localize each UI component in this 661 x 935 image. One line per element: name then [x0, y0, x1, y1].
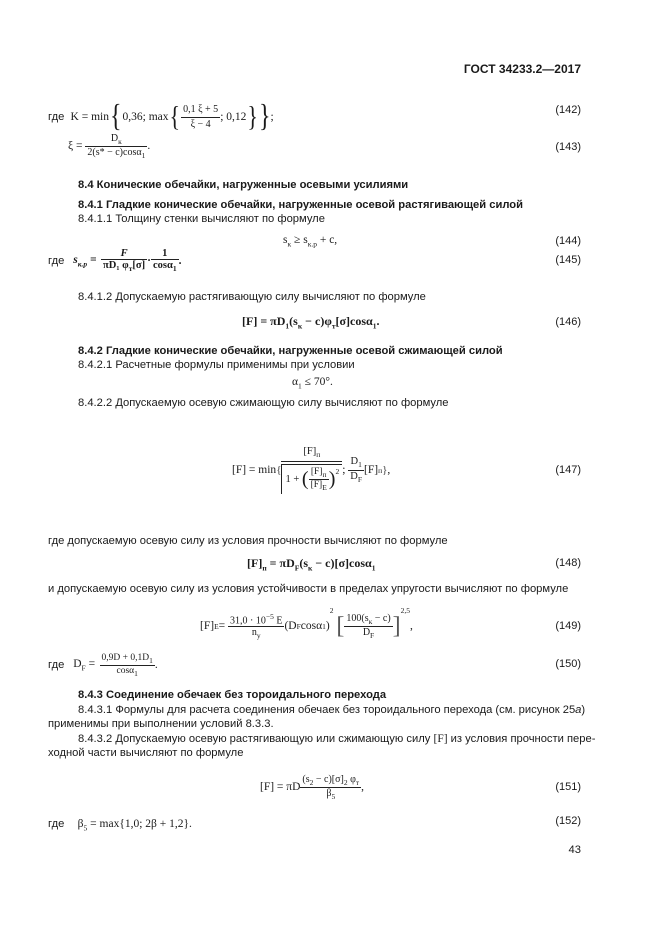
eq-151-num-sub: 2: [309, 777, 314, 787]
eq-142-part-a: 0,36; max: [122, 111, 169, 123]
para-8-4-3-1: [78, 703, 585, 717]
eq-142-lhs: K = min: [70, 111, 109, 123]
eq-147-num-sub: п: [316, 450, 321, 460]
eq-149-fraction-2: [344, 613, 392, 640]
eq-147-right-brace: }: [382, 464, 388, 476]
eq-142-tail: ; 0,12: [220, 111, 247, 123]
eq-142-end: ;: [270, 111, 274, 123]
eq-145-num1: F: [101, 248, 147, 260]
eq-149-mid-close: ): [325, 620, 330, 632]
eq-152-beta: β: [77, 818, 84, 830]
eq-149-den: n: [251, 627, 257, 639]
eq-147-f2-tail: [F]: [364, 464, 379, 476]
eq-147-inner-num: [F]: [310, 467, 323, 478]
para-8-4-1-1: 8.4.1.1 Толщину стенки вычисляют по формуле: [78, 213, 325, 225]
page-number: 43: [568, 844, 581, 856]
eq-145-fraction-1: [101, 248, 147, 273]
eq-151-num-tail2: φ: [347, 773, 356, 785]
para-8-4-3-2: [78, 732, 595, 746]
eq-144-number: (144): [555, 235, 581, 247]
eq-150-num: 0,9D + 0,1D: [101, 652, 150, 663]
eq-142-numerator: 0,1 ξ + 5: [181, 103, 220, 118]
para-8-4-2-1: 8.4.2.1 Расчетные формулы применимы при условии: [78, 359, 355, 371]
eq-145-den2: cosα: [152, 260, 173, 272]
para-stability: и допускаемую осевую силу из условия устойчивости в пределах упругости вычисляют по формуле: [48, 583, 569, 595]
condition-alpha-tail: ≤ 70°.: [301, 376, 333, 388]
eq-147-f2-den-sub: F: [357, 474, 363, 484]
eq-147-left-brace: {: [276, 464, 282, 476]
eq-148: [247, 556, 375, 572]
eq-151-end: ,: [361, 781, 365, 793]
eq-150-num-sub: 1: [149, 655, 153, 665]
eq-146-number: (146): [555, 316, 581, 328]
eq-144: [283, 234, 337, 248]
eq-149: [F] E = $\frac{31,0 \cdot 10^{-5} E}{n_y}$ (D F cosα 1 ) 2 [ $\frac{100(s_к - c)}{D_F}$ ] $^{2,5}$ ,: [200, 606, 413, 641]
document-header: ГОСТ 34233.2—2017: [463, 62, 581, 76]
eq-150-number: (150): [555, 658, 581, 670]
eq-151-num-tail: − c)[σ]: [313, 773, 344, 785]
eq-150-den: cosα: [116, 665, 135, 676]
eq-145-lhs: s: [73, 253, 78, 266]
eq-143-number: (143): [555, 141, 581, 153]
eq-147-f2-den: D: [350, 470, 358, 482]
eq-145-fraction-2: [151, 248, 179, 273]
eq-151-den-sub: 5: [331, 791, 336, 801]
eq-147-f2-num: D: [350, 456, 359, 468]
eq-146-sub1: 1: [285, 321, 290, 331]
eq-149-f2-den: D: [362, 626, 371, 638]
eq-144-sub2: к.р: [307, 239, 317, 249]
para-8-4-3-1-cont: применимы при выполнении условий 8.3.3.: [48, 718, 274, 730]
eq-147-end: ,: [387, 464, 391, 476]
eq-150-lhs: D: [73, 657, 82, 670]
eq-149-mid-tail: cosα: [300, 620, 323, 632]
eq-147-fraction: [281, 446, 342, 494]
para-8-4-3-2-force: [F]: [433, 733, 448, 745]
eq-150-fraction: [100, 653, 155, 678]
eq-149-lhs: [F]: [200, 620, 215, 632]
eq-148-number: (148): [555, 557, 581, 569]
eq-149-num: 31,0 · 10: [230, 615, 266, 627]
condition-alpha: [292, 376, 333, 390]
eq-151: [260, 770, 364, 804]
eq-150-den-sub: 1: [134, 668, 138, 678]
para-8-4-3-2-text-b: из условия прочности пере-: [450, 733, 596, 745]
condition-alpha-sub: 1: [298, 381, 302, 391]
eq-150-end: .: [154, 659, 158, 671]
section-8-4-1-title: 8.4.1 Гладкие конические обечайки, нагруженные осевой растягивающей силой: [78, 199, 524, 211]
eq-149-num-tail: E: [273, 615, 283, 627]
section-8-4-3-title: 8.4.3 Соединение обечаек без тороидального перехода: [78, 689, 387, 701]
eq-142-fraction: [181, 103, 220, 132]
eq-147-sqrt: 1 + ( $\frac{[F]_п}{[F]_E}$ ) $^2$: [281, 464, 342, 494]
eq-151-lhs: [F] = πD: [260, 781, 301, 793]
eq-143-denominator: 2(s* − c)cosα: [87, 146, 142, 158]
eq-146-c: − c)φ: [302, 314, 332, 328]
eq-149-f2-den-sub: F: [370, 630, 375, 640]
eq-149-f2-num-sub: к: [368, 616, 373, 626]
eq-149-fraction-1: [228, 612, 284, 640]
eq-149-exp: 2,5: [400, 606, 411, 615]
para-8-4-3-2-text-a: 8.4.3.2 Допускаемую осевую растягивающую или сжимающую силу: [78, 733, 431, 745]
eq-147-lhs: [F] = min: [232, 464, 277, 476]
eq-148-sub2: к: [308, 563, 313, 573]
eq-144-sub: к: [287, 239, 292, 249]
eq-149-mid-sub2: 1: [322, 621, 326, 631]
eq-148-d: − c)[σ]cosα: [312, 556, 372, 570]
para-strength: где допускаемую осевую силу из условия прочности вычисляют по формуле: [48, 535, 448, 547]
eq-151-fraction: [300, 774, 361, 801]
eq-148-a: [F]: [247, 556, 263, 570]
eq-152: [48, 814, 192, 832]
eq-148-sub3: 1: [371, 563, 376, 573]
eq-152-prefix: где: [48, 818, 65, 830]
eq-142-number: (142): [555, 104, 581, 116]
eq-147: [232, 420, 390, 520]
eq-147-fraction-2: [348, 456, 364, 483]
eq-149-mid: (D: [284, 620, 297, 632]
eq-152-sub: 5: [83, 823, 88, 833]
eq-145-eq: =: [87, 253, 97, 266]
eq-143-numerator: D: [110, 132, 119, 144]
eq-147-separator: ;: [342, 464, 346, 476]
eq-147-inner-fraction: [309, 467, 329, 492]
eq-143-end: .: [147, 140, 151, 152]
eq-142: где K = min { 0,36; max { $\frac{0,1 \xi + 5}{\xi - 4}$ ; 0,12 } } ;: [48, 100, 274, 134]
eq-147-f2-num-sub: 1: [358, 460, 362, 470]
eq-146-sub2: к: [297, 321, 303, 331]
eq-142-denominator: ξ − 4: [190, 118, 211, 130]
para-8-4-1-2: 8.4.1.2 Допускаемую растягивающую силу вычисляют по формуле: [78, 291, 426, 303]
eq-151-num: (s: [302, 773, 310, 785]
eq-149-f2-num: 100(s: [346, 612, 369, 624]
eq-146-d: [σ]cosα: [335, 314, 373, 328]
condition-alpha-symbol: α: [292, 376, 299, 388]
eq-151-num-sub2: 2: [343, 777, 348, 787]
eq-149-num-exp: −5: [265, 611, 274, 621]
eq-150-prefix: где: [48, 659, 65, 671]
eq-148-sub0: п: [262, 563, 267, 573]
eq-149-mid-sub: F: [296, 621, 301, 631]
section-8-4-title: 8.4 Конические обечайки, нагруженные осевыми усилиями: [78, 179, 409, 191]
eq-149-f2-num-tail: − c): [372, 612, 391, 624]
eq-149-eq: =: [218, 620, 226, 632]
eq-147-square: 2: [335, 467, 340, 477]
eq-143: [68, 131, 150, 161]
eq-149-end: ,: [410, 620, 413, 632]
eq-147-inner-den-sub: E: [322, 482, 327, 492]
eq-147-num: [F]: [303, 446, 317, 458]
eq-145-den2-sub: 1: [172, 264, 177, 274]
para-8-4-2-2: 8.4.2.2 Допускаемую осевую сжимающую силу вычисляют по формуле: [78, 397, 449, 409]
eq-145-number: (145): [555, 254, 581, 266]
eq-149-number: (149): [555, 620, 581, 632]
eq-147-f2-tail-sub: п: [378, 465, 383, 475]
eq-152-tail: = max{1,0; 2β + 1,2}.: [87, 818, 192, 830]
eq-143-den-sub: 1: [141, 150, 146, 160]
eq-148-b: = πD: [266, 556, 295, 570]
eq-149-lhs-sub: E: [214, 621, 219, 631]
eq-150: [48, 649, 158, 681]
eq-151-num-sub3: т: [355, 777, 360, 787]
eq-144-s: s: [283, 234, 288, 246]
eq-144-tail: + c,: [316, 234, 338, 246]
eq-149-mid-exp: 2: [329, 606, 334, 615]
para-8-4-3-1-close: ): [581, 704, 586, 716]
eq-149-den-sub: y: [256, 631, 261, 641]
eq-146-end: .: [376, 314, 380, 328]
eq-145-lhs-sub: к.р: [77, 259, 88, 269]
eq-146-a: [F] = πD: [242, 314, 286, 328]
eq-145-prefix: где: [48, 255, 65, 267]
para-8-4-3-1-text: 8.4.3.1 Формулы для расчета соединения обечаек без тороидального перехода (см. рисунок 25: [78, 704, 576, 716]
eq-145: где $s_{к.р}$ = $\frac{F}{\pi D_1 \varphi_т[\sigma]}$ · $\frac{1}{\cos\alpha_1}$ .: [48, 248, 182, 274]
eq-144-mid: ≥ s: [291, 234, 308, 246]
eq-146-sub4: 1: [372, 321, 377, 331]
eq-152-number: (152): [555, 815, 581, 827]
eq-147-inner-den: [F]: [310, 480, 323, 491]
eq-143-fraction: [85, 133, 147, 160]
eq-145-end: .: [178, 255, 182, 267]
eq-145-den1: πD₁ φ: [103, 260, 129, 272]
eq-148-sub1: F: [294, 563, 300, 573]
eq-146-sub3: т: [331, 321, 336, 331]
eq-147-inner-num-sub: п: [322, 470, 327, 480]
eq-147-den-a: 1 +: [285, 474, 300, 486]
eq-142-prefix: где: [48, 111, 65, 123]
eq-148-c: (s: [299, 556, 308, 570]
eq-151-den: β: [326, 787, 332, 799]
eq-143-num-sub: к: [118, 136, 122, 146]
para-8-4-3-1-fig-letter: а: [575, 704, 582, 716]
para-8-4-3-2-cont: ходной части вычисляют по формуле: [48, 747, 244, 759]
eq-147-number: (147): [555, 464, 581, 476]
eq-150-lhs-sub: F: [81, 663, 86, 673]
eq-151-number: (151): [555, 781, 581, 793]
section-8-4-2-title: 8.4.2 Гладкие конические обечайки, нагруженные осевой сжимающей силой: [78, 345, 503, 357]
eq-145-den1-sub: т: [128, 264, 133, 274]
eq-150-eq: =: [85, 657, 96, 670]
eq-145-num2: 1: [151, 248, 179, 260]
eq-143-lhs: ξ =: [68, 140, 83, 152]
eq-145-den1-tail: [σ]: [132, 260, 146, 272]
eq-146-b: (s: [289, 314, 298, 328]
eq-146: [242, 314, 379, 330]
